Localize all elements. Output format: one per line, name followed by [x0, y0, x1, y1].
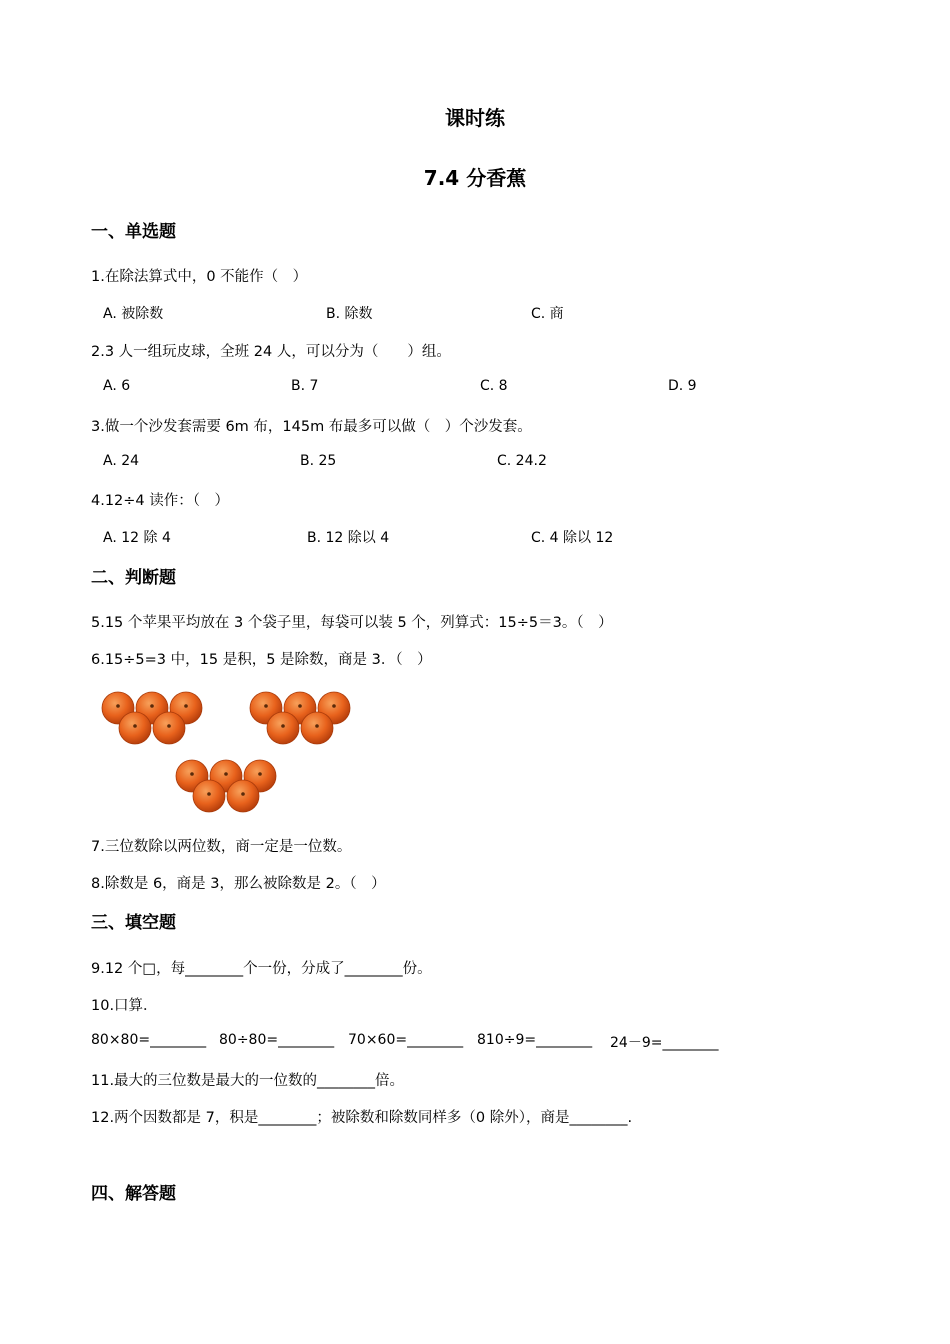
q1-option-a: A. 被除数 — [103, 306, 164, 322]
orange-stem-1-3 — [184, 704, 188, 708]
question-6: 6.15÷5=3 中，15 是积，5 是除数，商是 3．（ ） — [91, 652, 432, 668]
orange-stem-3-1 — [190, 772, 194, 776]
orange-stem-3-5 — [241, 792, 245, 796]
q3-option-c: C. 24.2 — [497, 453, 547, 469]
orange-stem-2-1 — [264, 704, 268, 708]
q2-option-c: C. 8 — [480, 378, 508, 394]
orange-stem-1-1 — [116, 704, 120, 708]
q2-option-d: D. 9 — [668, 378, 697, 394]
page-title: 课时练 — [445, 106, 505, 130]
section-heading-solve: 四、解答题 — [91, 1184, 176, 1204]
question-2: 2.3 人一组玩皮球，全班 24 人，可以分为（ ）组。 — [91, 344, 451, 360]
orange-2-4 — [267, 712, 299, 744]
question-4: 4.12÷4 读作：（ ） — [91, 493, 230, 509]
orange-stem-2-4 — [281, 724, 285, 728]
page-subtitle: 7.4 分香蕉 — [423, 166, 527, 190]
q1-option-c: C. 商 — [531, 306, 564, 322]
q3-option-a: A. 24 — [103, 453, 140, 469]
oranges-illustration-icon — [98, 686, 356, 814]
orange-stem-2-5 — [315, 724, 319, 728]
orange-stem-1-5 — [167, 724, 171, 728]
q3-option-b: B. 25 — [300, 453, 337, 469]
orange-stem-3-3 — [258, 772, 262, 776]
q10-item-4: 810÷9=________ — [477, 1032, 593, 1048]
q10-item-3: 70×60=________ — [348, 1032, 464, 1048]
q4-option-b: B. 12 除以 4 — [307, 530, 390, 546]
orange-stem-2-3 — [332, 704, 336, 708]
orange-3-5 — [227, 780, 259, 812]
question-3: 3.做一个沙发套需要 6m 布，145m 布最多可以做（ ）个沙发套。 — [91, 419, 532, 435]
question-7: 7.三位数除以两位数，商一定是一位数。 — [91, 839, 352, 855]
q4-option-a: A. 12 除 4 — [103, 530, 171, 546]
orange-stem-2-2 — [298, 704, 302, 708]
orange-1-4 — [119, 712, 151, 744]
orange-3-4 — [193, 780, 225, 812]
question-8: 8.除数是 6，商是 3，那么被除数是 2。（ ） — [91, 876, 386, 892]
question-12: 12.两个因数都是 7，积是________；被除数和除数同样多（0 除外），商是________. — [91, 1110, 633, 1126]
orange-stem-3-2 — [224, 772, 228, 776]
orange-1-5 — [153, 712, 185, 744]
question-10: 10.口算． — [91, 998, 158, 1014]
q10-item-2: 80÷80=________ — [219, 1032, 335, 1048]
question-11: 11.最大的三位数是最大的一位数的________倍。 — [91, 1073, 405, 1089]
q10-item-5: 24－9=________ — [610, 1035, 719, 1051]
orange-stem-3-4 — [207, 792, 211, 796]
orange-stem-1-2 — [150, 704, 154, 708]
q4-option-c: C. 4 除以 12 — [531, 530, 614, 546]
question-9: 9.12 个□，每________个一份，分成了________份。 — [91, 961, 432, 977]
section-heading-true-false: 二、判断题 — [91, 568, 176, 588]
section-heading-single-choice: 一、单选题 — [91, 222, 176, 242]
q10-item-1: 80×80=________ — [91, 1032, 207, 1048]
q2-option-a: A. 6 — [103, 378, 131, 394]
q2-option-b: B. 7 — [291, 378, 319, 394]
orange-2-5 — [301, 712, 333, 744]
question-1: 1.在除法算式中，0 不能作（ ） — [91, 269, 308, 285]
section-heading-fill-blank: 三、填空题 — [91, 913, 176, 933]
q1-option-b: B. 除数 — [326, 306, 373, 322]
orange-stem-1-4 — [133, 724, 137, 728]
question-5: 5.15 个苹果平均放在 3 个袋子里，每袋可以装 5 个，列算式：15÷5＝3。（ ） — [91, 615, 613, 631]
